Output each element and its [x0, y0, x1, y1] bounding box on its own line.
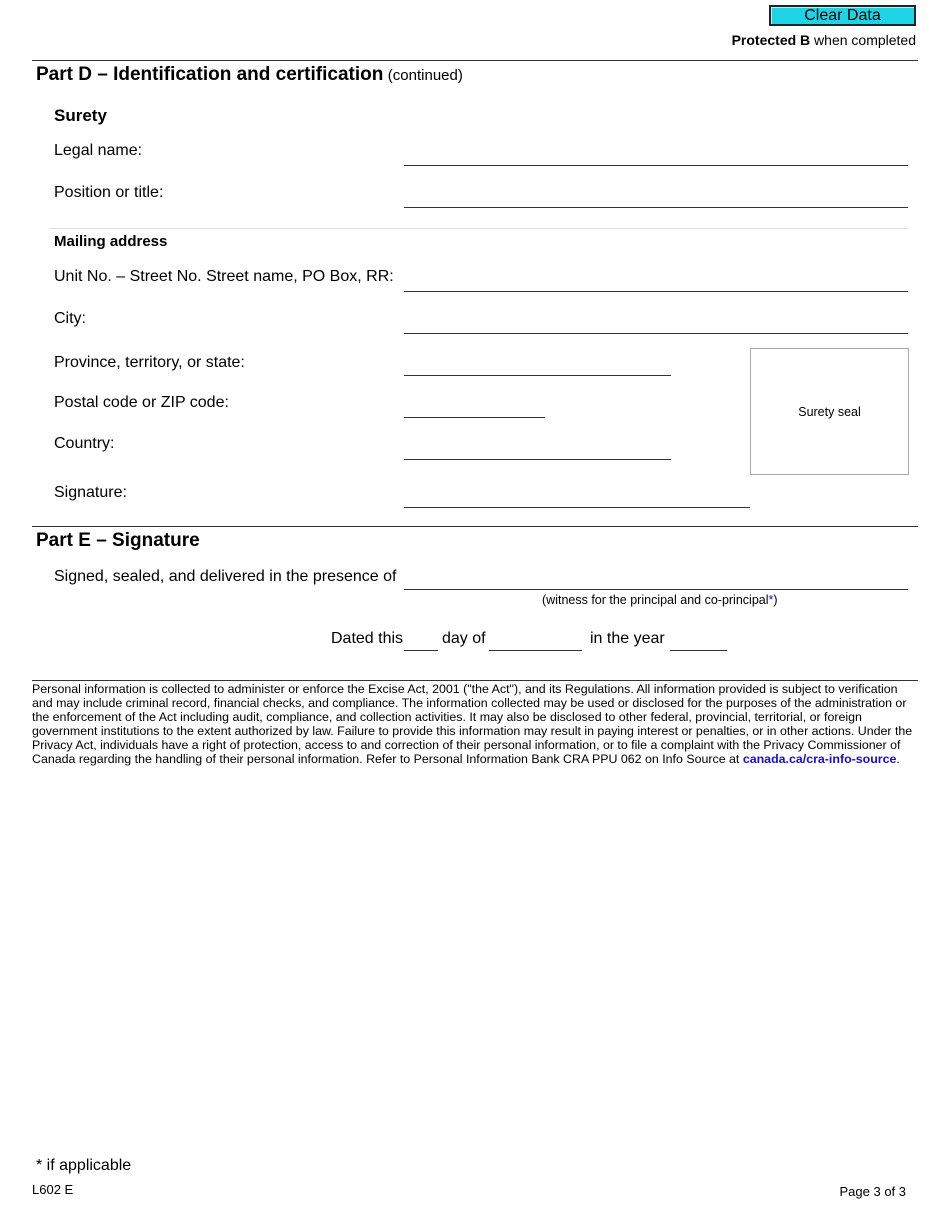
- footnote-link[interactable]: *: [768, 593, 774, 607]
- clear-data-button[interactable]: Clear Data: [769, 5, 916, 26]
- day-input[interactable]: [404, 628, 438, 651]
- form-id: L602 E: [32, 1182, 74, 1197]
- surety-seal-label: Surety seal: [798, 404, 861, 419]
- city-label: City:: [54, 310, 86, 327]
- continued-label: (continued): [387, 67, 463, 84]
- part-e-heading: Part E – Signature: [36, 530, 200, 551]
- province-label: Province, territory, or state:: [54, 354, 245, 371]
- postal-input[interactable]: [404, 395, 545, 418]
- protected-b-label: [732, 32, 916, 48]
- divider: [32, 526, 918, 527]
- part-d-heading: Part D – Identification and certification: [36, 64, 384, 85]
- section-divider: [50, 228, 908, 229]
- privacy-end: .: [896, 752, 900, 766]
- position-label: Position or title:: [54, 184, 164, 201]
- part-d-title: [36, 64, 463, 86]
- in-the-year-label: in the year: [590, 630, 665, 647]
- witness-caption: [542, 593, 778, 607]
- postal-label: Postal code or ZIP code:: [54, 394, 229, 411]
- month-input[interactable]: [489, 628, 582, 651]
- street-label: Unit No. – Street No. Street name, PO Box, RR:: [54, 268, 394, 285]
- country-input[interactable]: [404, 437, 671, 460]
- legal-name-label: Legal name:: [54, 142, 143, 159]
- position-input[interactable]: [404, 185, 908, 208]
- witness-close: ): [773, 593, 778, 607]
- surety-heading: Surety: [54, 106, 107, 125]
- signature-input[interactable]: [404, 485, 750, 508]
- dated-this-label: Dated this: [331, 630, 404, 647]
- signed-label: Signed, sealed, and delivered in the presence of: [54, 568, 397, 585]
- province-input[interactable]: [404, 353, 671, 376]
- privacy-text: Personal information is collected to administer or enforce the Excise Act, 2001 ("the Act"), and its Regulations. All information provided is subject to verification and may include criminal record, financial checks, and compliance. The information collected may be used or disclosed for the purposes of the administration or the enforcement of the Act including audit, compliance, and collection activities. It may also be disclosed to other federal, provincial, territorial, or foreign government institutions to the extent authorized by law. Failure to provide this information may result in paying interest or penalties, or in other actions. Under the Privacy Act, individuals have a right of protection, access to and correction of their personal information, or to file a complaint with the Privacy Commissioner of Canada regarding the handling of their personal information. Refer to Personal Information Bank CRA PPU 062 on Info Source at: [32, 682, 913, 766]
- street-input[interactable]: [404, 269, 908, 292]
- year-input[interactable]: [670, 628, 727, 651]
- info-source-link[interactable]: canada.ca/cra-info-source: [742, 752, 897, 766]
- mailing-address-heading: Mailing address: [54, 233, 168, 250]
- surety-seal-box: [750, 348, 909, 475]
- page-number: Page 3 of 3: [839, 1184, 906, 1199]
- signature-label: Signature:: [54, 484, 127, 501]
- protected-bold: Protected B: [731, 32, 811, 48]
- divider: [32, 60, 918, 61]
- divider: [32, 680, 918, 681]
- city-input[interactable]: [404, 311, 908, 334]
- country-label: Country:: [54, 435, 115, 452]
- day-of-label: day of: [442, 630, 486, 647]
- privacy-notice: [32, 682, 918, 766]
- protected-rest: when completed: [810, 32, 916, 48]
- footnote: * if applicable: [36, 1157, 132, 1174]
- witness-input[interactable]: [404, 567, 908, 590]
- witness-text: (witness for the principal and co-principal: [542, 593, 769, 607]
- legal-name-input[interactable]: [404, 143, 908, 166]
